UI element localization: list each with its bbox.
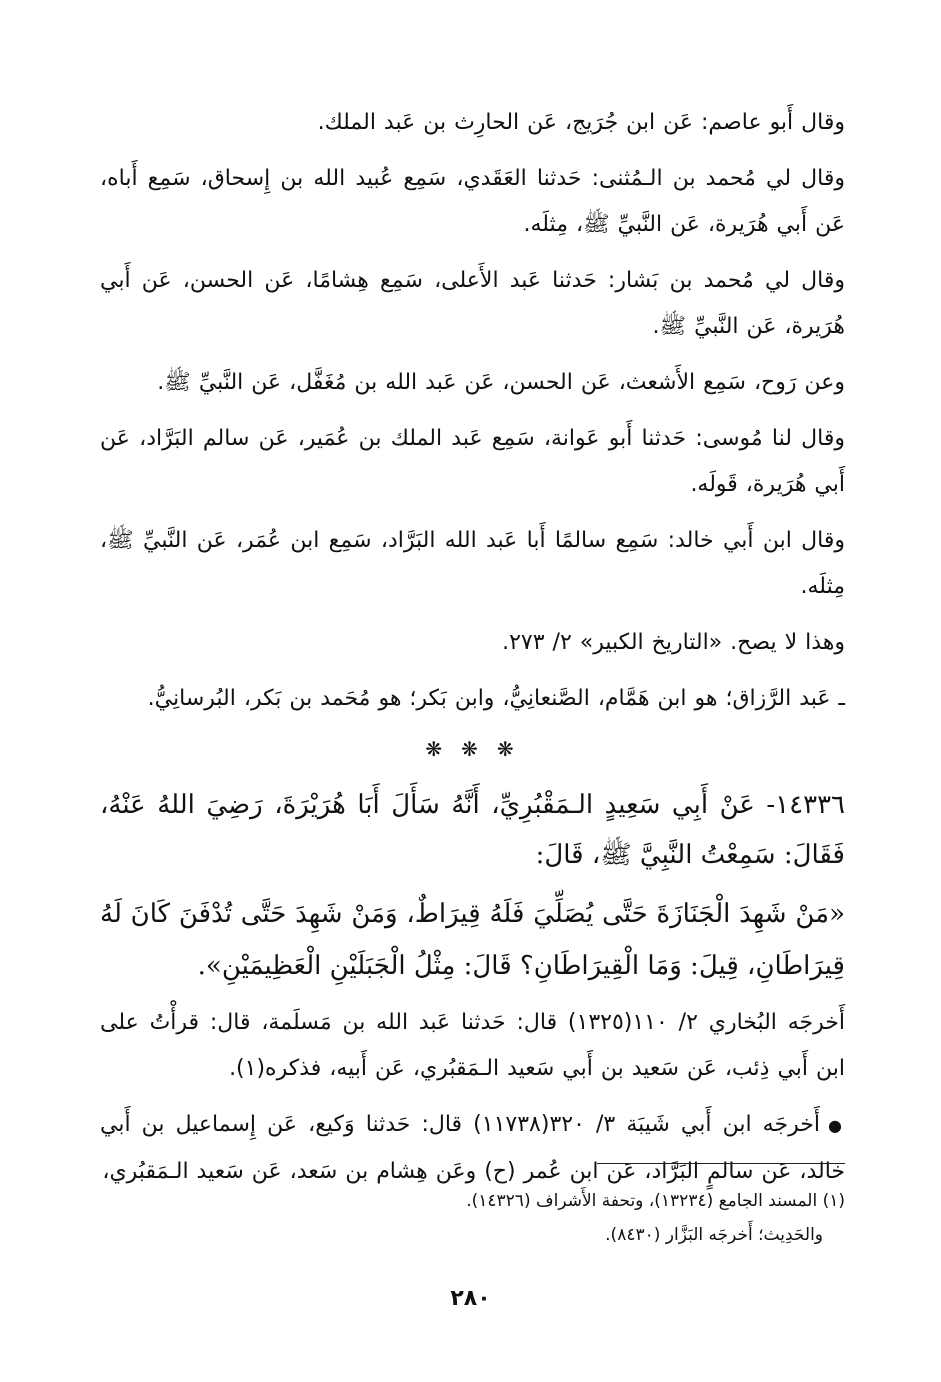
- section-divider-stars: ❋ ❋ ❋: [425, 737, 520, 761]
- page-body: [100, 100, 845, 1205]
- paragraph-ibn-abi-shayba: [100, 1102, 845, 1195]
- page-number: ٢٨٠: [450, 1286, 491, 1311]
- paragraph-muhammad-bin-bashar: وقال لي مُحمد بن بَشار: حَدثنا عَبد الأَعلى، سَمِع هِشامًا، عَن الحسن، عَن أَبي هُرَيرة، عَن النَّبيِّ ﷺ.: [100, 268, 845, 339]
- footnote-1: (١) المسند الجامع (١٣٢٣٤)، وتحفة الأَشراف (١٤٣٢٦).: [466, 1191, 845, 1211]
- paragraph-tarikh-kabir: وهذا لا يصح. «التاريخ الكبير» ٢/ ٢٧٣.: [502, 630, 845, 655]
- paragraph-muhammad-bin-muthanna: وقال لي مُحمد بن الـمُثنى: حَدثنا العَقَدي، سَمِع عُبيد الله بن إِسحاق، سَمِع أَباه، عَن أَبي هُرَيرة، عَن النَّبيِّ ﷺ، مِثلَه.: [100, 166, 845, 237]
- hadith-number-heading: ١٤٣٣٦- عَنْ أَبِي سَعِيدٍ الـمَقْبُرِيِّ، أَنَّهُ سَأَلَ أَبَا هُرَيْرَةَ، رَضِيَ اللهُ عَنْهُ، فَقَالَ: سَمِعْتُ النَّبِيَّ ﷺ، قَالَ:: [100, 790, 845, 870]
- paragraph-musa: وقال لنا مُوسى: حَدثنا أَبو عَوانة، سَمِع عَبد الملك بن عُمَير، عَن سالم البَرَّاد، عَن أَبي هُرَيرة، قَولَه.: [100, 426, 845, 497]
- footnote-1-continuation: والحَدِيث؛ أَخرجَه البَزَّار (٨٤٣٠).: [605, 1225, 823, 1245]
- footnotes: [100, 1184, 845, 1252]
- paragraph-ibn-abi-shayba-text: أَخرجَه ابن أَبي شَيبَة ٣/ ٣٢٠(١١٧٣٨) قال: حَدثنا وَكيع، عَن إِسماعيل بن أَبي خالد، عَن سالمٍ البَرَّاد، عَن ابن عُمر (ح) وعَن هِشام بن سَعد، عَن سَعيد الـمَقبُري،: [100, 1112, 845, 1184]
- bullet-icon: ●: [827, 1116, 846, 1135]
- paragraph-bukhari: أَخرجَه البُخاري ٢/ ١١٠(١٣٢٥) قال: حَدثنا عَبد الله بن مَسلَمة، قال: قرأْتُ على ابن أَبي ذِئب، عَن سَعيد بن أَبي سَعيد الـمَقبُري، عَن أَبيه، فذكره(١).: [100, 1010, 845, 1081]
- hadith-text: «مَنْ شَهِدَ الْجَنَازَةَ حَتَّى يُصَلِّيَ فَلَهُ قِيرَاطٌ، وَمَنْ شَهِدَ حَتَّى تُدْفَنَ كَانَ لَهُ قِيرَاطَانِ، قِيلَ: وَمَا الْقِيرَاطَانِ؟ قَالَ: مِثْلُ الْجَبَلَيْنِ الْعَظِيمَيْنِ».: [100, 899, 845, 981]
- paragraph-abd-al-razzaq: ـ عَبد الرَّزاق؛ هو ابن هَمَّام، الصَّنعانِيُّ، وابن بَكر؛ هو مُحَمد بن بَكر، البُرسانِيُّ.: [147, 686, 845, 711]
- footnote-separator: [597, 1163, 845, 1164]
- paragraph-rawh: وعن رَوح، سَمِع الأَشعث، عَن الحسن، عَن عَبد الله بن مُغَفَّل، عَن النَّبيِّ ﷺ.: [157, 370, 845, 395]
- paragraph-ibn-abi-khalid: وقال ابن أَبي خالد: سَمِع سالمًا أَبا عَبد الله البَرَّاد، سَمِع ابن عُمَر، عَن النَّبيِّ ﷺ، مِثلَه.: [100, 528, 845, 599]
- paragraph-abu-asim: وقال أَبو عاصم: عَن ابن جُرَيج، عَن الحارِث بن عَبد الملك.: [317, 110, 845, 135]
